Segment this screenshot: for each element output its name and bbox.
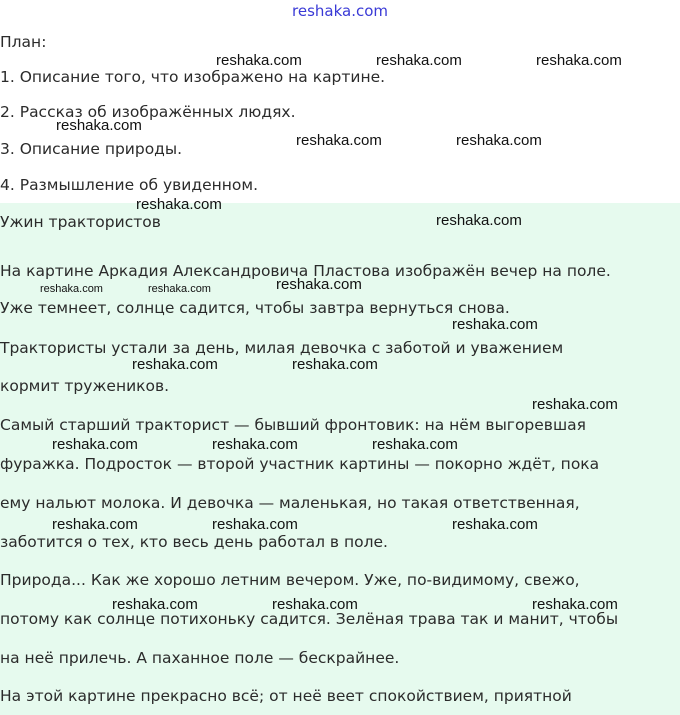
plan-title: План: [0,33,47,51]
essay-line: кормит тружеников. [0,377,170,395]
watermark: reshaka.com [292,356,378,373]
watermark: reshaka.com [276,276,362,293]
essay-title: Ужин трактористов [0,213,161,231]
watermark: reshaka.com [376,52,462,69]
essay-line: фуражка. Подросток — второй участник картины — покорно ждёт, пока [0,455,600,473]
watermark: reshaka.com [536,52,622,69]
plan-item-3: 3. Описание природы. [0,140,183,158]
watermark: reshaka.com [372,436,458,453]
watermark: reshaka.com [532,596,618,613]
essay-line: на неё прилечь. А паханное поле — бескрайнее. [0,649,400,667]
plan-item-4: 4. Размышление об увиденном. [0,176,259,194]
watermark: reshaka.com [136,196,222,213]
essay-line: Самый старший тракторист — бывший фронтовик: на нём выгоревшая [0,416,586,434]
essay-line: Уже темнеет, солнце садится, чтобы завтра вернуться снова. [0,299,510,317]
watermark: reshaka.com [132,356,218,373]
watermark: reshaka.com [212,436,298,453]
essay-line: потому как солнце потихоньку садится. Зелёная трава так и манит, чтобы [0,610,619,628]
essay-line: Трактористы устали за день, милая девочка с заботой и уважением [0,339,564,357]
site-header-link[interactable]: reshaka.com [292,2,388,20]
essay-line: ему нальют молока. И девочка — маленькая, но такая ответственная, [0,494,580,512]
watermark: reshaka.com [296,132,382,149]
watermark: reshaka.com [148,283,211,295]
watermark: reshaka.com [52,436,138,453]
watermark: reshaka.com [452,316,538,333]
essay-line: заботится о тех, кто весь день работал в поле. [0,533,388,551]
watermark: reshaka.com [452,516,538,533]
watermark: reshaka.com [216,52,302,69]
plan-item-1: 1. Описание того, что изображено на картине. [0,68,386,86]
watermark: reshaka.com [212,516,298,533]
watermark: reshaka.com [112,596,198,613]
essay-line: На картине Аркадия Александровича Пластова изображён вечер на поле. [0,262,611,280]
watermark: reshaka.com [272,596,358,613]
watermark: reshaka.com [56,117,142,134]
watermark: reshaka.com [532,396,618,413]
essay-line: Природа... Как же хорошо летним вечером. Уже, по-видимому, свежо, [0,571,580,589]
plan-item-2: 2. Рассказ об изображённых людях. [0,103,296,121]
watermark: reshaka.com [40,283,103,295]
essay-line: На этой картине прекрасно всё; от неё веет спокойствием, приятной [0,687,572,705]
watermark: reshaka.com [436,212,522,229]
watermark: reshaka.com [456,132,542,149]
watermark: reshaka.com [52,516,138,533]
